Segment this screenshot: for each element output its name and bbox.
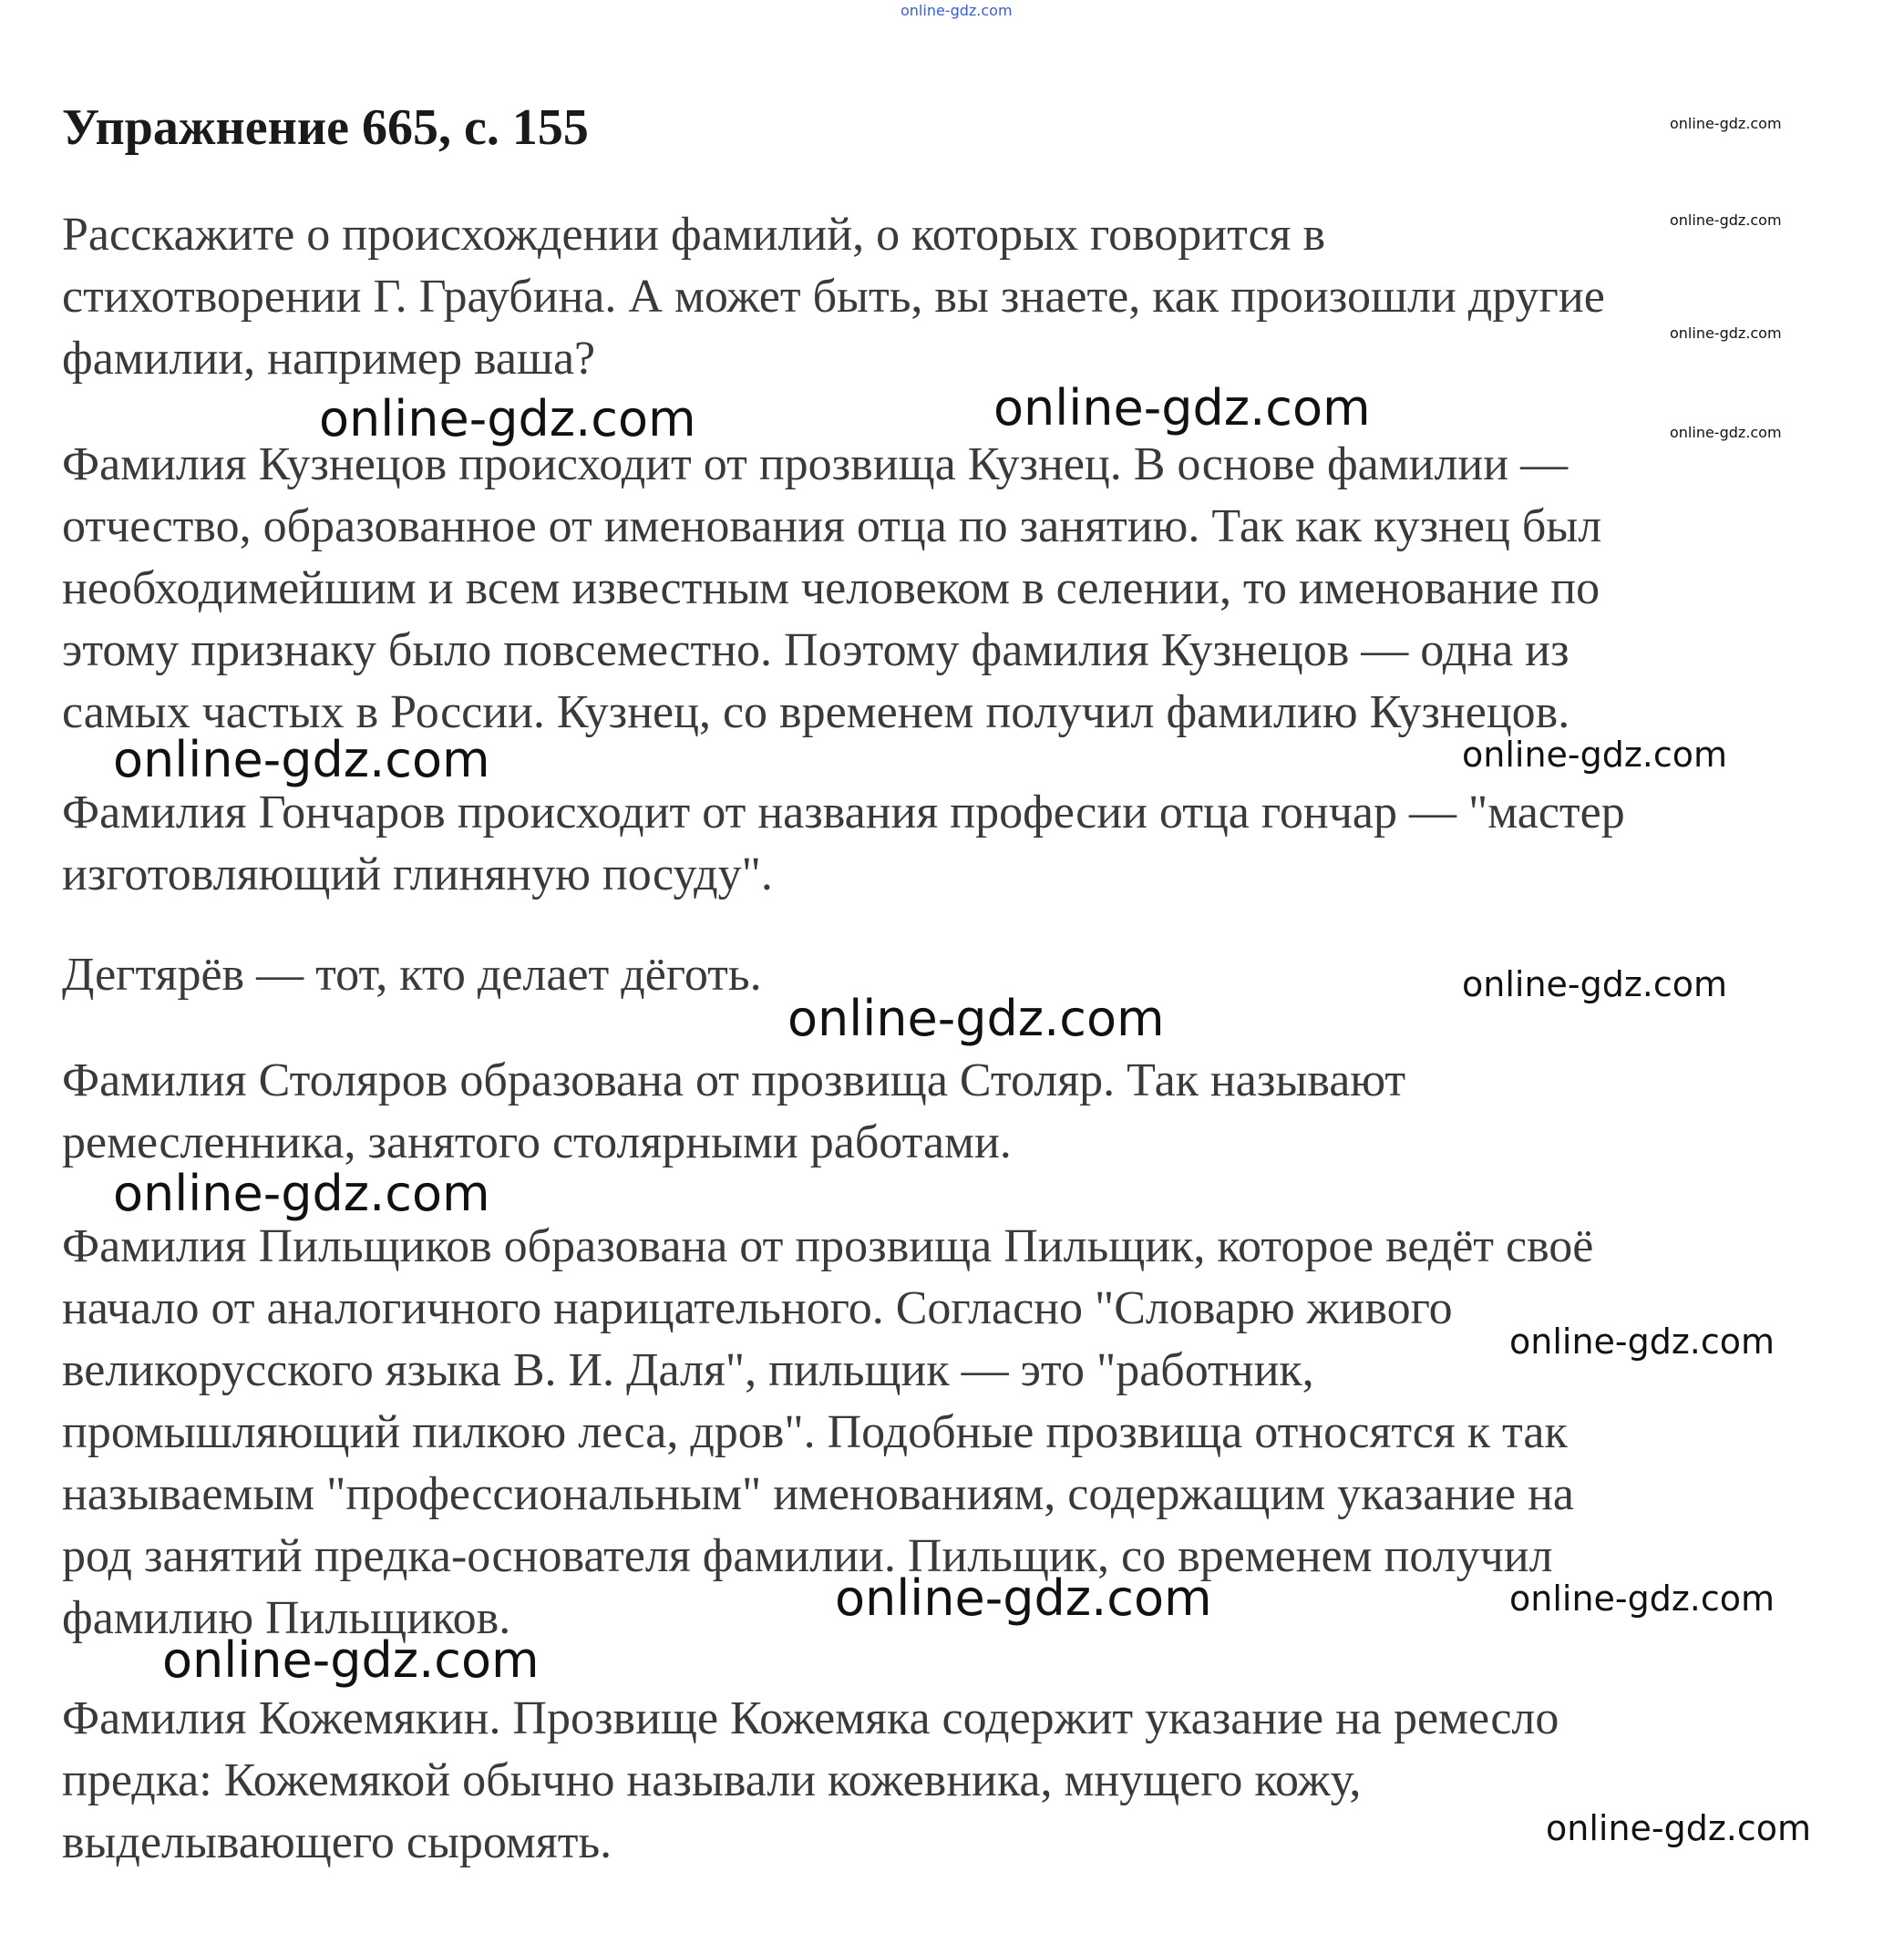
watermark-medium-1: online-gdz.com — [1462, 735, 1728, 775]
watermark-medium-3: online-gdz.com — [1509, 1322, 1775, 1362]
watermark-medium-2: online-gdz.com — [1462, 964, 1728, 1004]
watermark-top: online-gdz.com — [901, 2, 1013, 19]
pilshchikov-paragraph: Фамилия Пильщиков образована от прозвища Пильщик, которое ведёт своё начало от аналогичного нарицательного. Согласно "Словарю живого великорусского языка В. И. Даля", пильщик — это "работник, промышляющий пилкою леса, дров". Подобные прозвища относятся к так называемым "профессиональным" именованиям, содержащим указание на род занятий предка-основателя фамилии. Пильщик, со временем получил фамилию Пильщиков. — [62, 1220, 1594, 1644]
goncharov-paragraph: Фамилия Гончаров происходит от названия професии отца гончар — "мастер изготовляющий глиняную посуду". — [62, 787, 1625, 900]
watermark-large-2: online-gdz.com — [993, 379, 1371, 437]
watermark-small-4: online-gdz.com — [1670, 424, 1782, 441]
watermark-medium-5: online-gdz.com — [1546, 1808, 1812, 1848]
degtyarev-paragraph: Дегтярёв — тот, кто делает дёготь. — [62, 949, 762, 1001]
watermark-large-7: online-gdz.com — [162, 1631, 540, 1689]
watermark-large-4: online-gdz.com — [787, 990, 1165, 1047]
watermark-small-1: online-gdz.com — [1670, 115, 1782, 132]
stolyarov-paragraph: Фамилия Столяров образована от прозвища Столяр. Так называют ремесленника, занятого столярными работами. — [62, 1054, 1406, 1168]
watermark-large-5: online-gdz.com — [113, 1165, 490, 1222]
watermark-medium-4: online-gdz.com — [1509, 1579, 1775, 1619]
watermark-small-2: online-gdz.com — [1670, 211, 1782, 229]
watermark-small-3: online-gdz.com — [1670, 324, 1782, 342]
watermark-large-6: online-gdz.com — [835, 1569, 1212, 1627]
kozhemyakin-paragraph: Фамилия Кожемякин. Прозвище Кожемяка содержит указание на ремесло предка: Кожемякой обычно называли кожевника, мнущего кожу, выделывающего сыромять. — [62, 1692, 1559, 1868]
watermark-large-1: online-gdz.com — [319, 390, 696, 447]
kuznetsov-paragraph: Фамилия Кузнецов происходит от прозвища Кузнец. В основе фамилии — отчество, образованное от именования отца по занятию. Так как кузнец был необходимейшим и всем известным человеком в селении, то именование по этому признаку было повсеместно. Поэтому фамилия Кузнецов — одна из самых частых в России. Кузнец, со временем получил фамилию Кузнецов. — [62, 438, 1602, 738]
exercise-title: Упражнение 665, с. 155 — [62, 99, 589, 156]
task-paragraph: Расскажите о происхождении фамилий, о которых говорится в стихотворении Г. Граубина. А может быть, вы знаете, как произошли другие фамилии, например ваша? — [62, 209, 1605, 385]
watermark-large-3: online-gdz.com — [113, 731, 490, 788]
